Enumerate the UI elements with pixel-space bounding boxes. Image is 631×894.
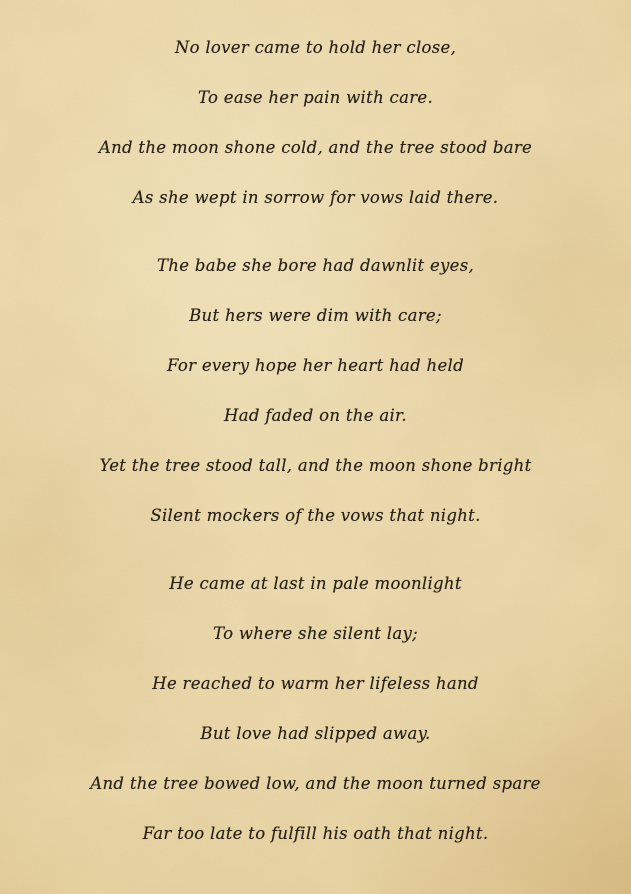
poem-line: And the moon shone cold, and the tree stood bare <box>98 138 533 157</box>
poem-line: He reached to warm her lifeless hand <box>152 674 479 693</box>
poem-line: The babe she bore had dawnlit eyes, <box>156 256 475 275</box>
poem-line: Yet the tree stood tall, and the moon shone bright <box>99 456 532 475</box>
poem-line: Silent mockers of the vows that night. <box>150 506 481 525</box>
poem-line: No lover came to hold her close, <box>174 38 457 57</box>
poem-line: To where she silent lay; <box>213 624 418 643</box>
poem-line: To ease her pain with care. <box>197 88 434 107</box>
poem-line: For every hope her heart had held <box>167 356 464 375</box>
poem-line: But hers were dim with care; <box>189 306 442 325</box>
poem-line: But love had slipped away. <box>200 724 431 743</box>
poem-line: Had faded on the air. <box>224 406 407 425</box>
poem-line: He came at last in pale moonlight <box>169 574 462 593</box>
stanza <box>0 559 631 859</box>
stanza <box>0 23 631 223</box>
stanza <box>0 241 631 541</box>
poem-line: Far too late to fulfill his oath that night. <box>142 824 489 843</box>
poem-line: As she wept in sorrow for vows laid there. <box>132 188 499 207</box>
poem-line: And the tree bowed low, and the moon turned spare <box>90 774 541 793</box>
